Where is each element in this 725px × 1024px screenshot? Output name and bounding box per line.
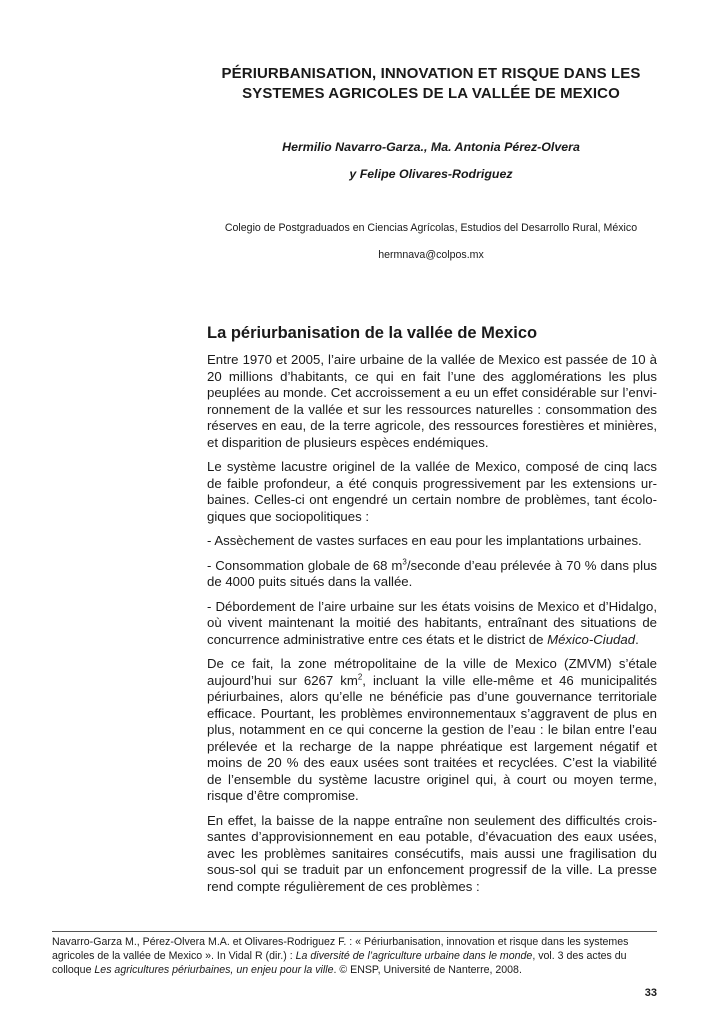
footnote-divider <box>52 931 657 932</box>
citation-footnote <box>52 935 658 977</box>
bullet-3 <box>207 599 657 649</box>
page-number: 33 <box>644 987 657 999</box>
paragraph-3-superscript: 2 <box>357 672 363 682</box>
title-line-2: SYSTEMES AGRICOLES DE LA VALLÉE DE MEXICO <box>242 85 620 102</box>
bullet-2 <box>207 558 657 591</box>
bullet-3-text-a: - Débordement de l’aire urbaine sur les états voisins de Mexico et d’Hidalgo, où vivent maintenant la moitié des habitants, entraînant des situations de concurrence administrative entre ces états et le district de <box>207 598 657 647</box>
footnote-italic-b: Les agricultures périurbaines, un enjeu pour la ville <box>94 964 334 976</box>
footnote-text-b: , vol. 3 des actes du colloque <box>52 950 627 976</box>
affiliation: Colegio de Postgraduados en Ciencias Agrícolas, Estudios del Desarrollo Rural, México <box>224 222 638 234</box>
paper-title <box>205 64 657 104</box>
bullet-2-superscript: 3 <box>402 557 407 567</box>
paragraph-3-text-a: De ce fait, la zone métropolitaine de la ville de Mexico (ZMVM) s’étale aujourd’hui sur 6267 km <box>207 656 657 688</box>
footnote-italic-a: La diversité de l’agriculture urbaine dans le monde <box>295 950 533 962</box>
paragraph-4: En effet, la baisse de la nappe entraîne non seulement des difficultés croissantes d’approvisionnement en eau potable, d’évacuation des eaux usées, avec les problèmes sanitaires consécutifs, mais aussi une fragilisation du sous-sol qui se traduit par un enfoncement progressif de la ville. La presse rend compte régulièrement de ces problèmes : <box>207 812 657 894</box>
bullet-2-text-a: - Consommation globale de 68 m <box>207 557 403 573</box>
bullet-1: - Assèchement de vastes surfaces en eau pour les implantations urbaines. <box>207 533 642 548</box>
paragraph-3 <box>207 656 657 805</box>
section-body <box>207 352 657 903</box>
author-email: hermnava@colpos.mx <box>378 249 484 261</box>
paragraph-3-text-b: , incluant la ville elle-même et 46 municipalités périurbaines, alors qu’elle ne bénéficie pas d’une gouvernance territoriale efficace. Pourtant, les problèmes environnementaux s’aggravent de plus en plus, notamment en ce qui concerne la gestion de l’eau : le bilan entre l’eau prélevée et la recharge de la nappe phréatique est largement négatif et moins de 20 % des eaux usées sont traitées et recyclées. C’est la viabilité de l’ensemble du système lacustre originel qui, à court ou moyen terme, risque d’être compromise. <box>207 672 657 803</box>
footnote-text-c: . © ENSP, Université de Nanterre, 2008. <box>333 964 522 976</box>
title-line-1: PÉRIURBANISATION, INNOVATION ET RISQUE DANS LES <box>221 65 641 82</box>
authors-line-1: Hermilio Navarro-Garza., Ma. Antonia Pérez-Olvera <box>282 140 580 154</box>
bullet-2-text-b: /seconde d’eau prélevée à 70 % dans plus de 4000 puits situés dans la vallée. <box>207 557 657 589</box>
footnote-text-a: Navarro-Garza M., Pérez-Olvera M.A. et Olivares-Rodriguez F. : « Périurbanisation, innovation et risque dans les systemes agricoles de la vallée de Mexico ». In Vidal R (dir.) : <box>52 936 629 962</box>
bullet-3-italic: México-Ciudad <box>547 631 636 647</box>
authors-line-2: y Felipe Olivares-Rodriguez <box>349 167 513 181</box>
section-heading: La périurbanisation de la vallée de Mexico <box>207 324 538 342</box>
paragraph-1: Entre 1970 et 2005, l’aire urbaine de la vallée de Mexico est passée de 10 à 20 millions d’habitants, ce qui en fait l’une des agglomérations les plus peuplées au monde. Cet accroissement a eu un effet considérable sur l’environnement de la vallée et sur les ressources naturelles : consommation des réserves en eau, de la terre agricole, des ressources forestières et minières, et disparition de plusieurs espèces endémiques. <box>207 352 657 450</box>
bullet-3-text-b: . <box>635 631 639 647</box>
paragraph-2: Le système lacustre originel de la vallée de Mexico, composé de cinq lacs de faible profondeur, a été conquis progressivement par les extensions urbaines. Celles-ci ont engendré un certain nombre de problèmes, tant écologiques que sociopolitiques : <box>207 459 657 524</box>
